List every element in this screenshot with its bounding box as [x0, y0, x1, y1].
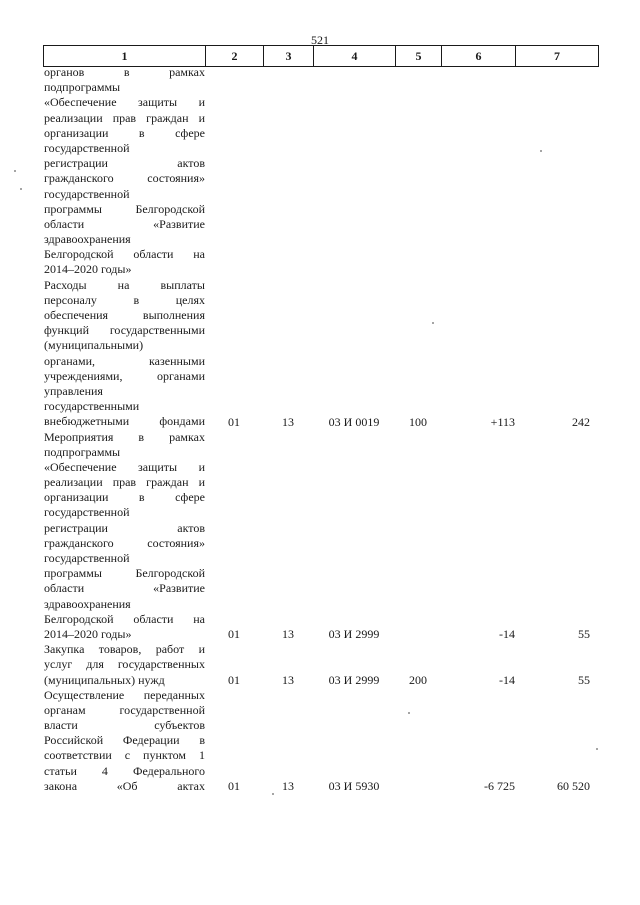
row-3-cell-5: 200 — [409, 673, 427, 687]
description-line — [44, 65, 205, 80]
description-line — [44, 566, 205, 581]
description-word: Мероприятия — [44, 429, 114, 444]
description-word: субъектов — [154, 718, 205, 733]
header-col-4: 4 — [314, 46, 396, 66]
description-word: 1 — [198, 748, 205, 763]
row-4-cell-4: 03 И 5930 — [328, 779, 380, 794]
description-word: с — [124, 748, 131, 763]
description-word: гражданского — [44, 535, 114, 550]
description-word: выплаты — [160, 277, 205, 292]
description-line — [44, 156, 205, 171]
description-word: «Обеспечение — [44, 95, 117, 110]
description-line — [44, 657, 205, 672]
description-word: Федерального — [132, 763, 205, 778]
description-line — [44, 490, 205, 505]
description-word: для — [86, 657, 104, 672]
description-word: годы» — [98, 626, 132, 641]
header-col-1: 1 — [44, 46, 206, 66]
description-word: в — [199, 733, 205, 748]
row-1-cell-3: 13 — [282, 414, 294, 429]
description-word: Белгородской — [44, 611, 114, 626]
description-word: программы — [44, 566, 102, 581]
description-word: функций — [44, 323, 89, 338]
table-header — [43, 45, 599, 67]
row-1-cell-4: 03 И 0019 — [328, 414, 380, 429]
description-line — [44, 369, 205, 384]
description-line — [44, 338, 205, 353]
row-1-cell-5: 100 — [409, 414, 427, 429]
description-word: статьи — [44, 763, 77, 778]
description-word: Осуществление — [44, 687, 125, 702]
header-col-7: 7 — [554, 49, 560, 63]
description-line — [44, 384, 205, 399]
scan-speck — [540, 150, 542, 152]
description-word: государственных — [117, 657, 205, 672]
description-word: органами — [156, 368, 205, 383]
description-word: защиты — [138, 95, 178, 110]
description-word: актов — [177, 520, 205, 535]
row-2-cell-3: 13 — [282, 627, 294, 642]
row-2-cell-4: 03 И 2999 — [328, 627, 380, 642]
description-word: (муниципальных) — [44, 672, 136, 687]
description-line — [44, 414, 205, 429]
row-2-cell-7: 55 — [578, 627, 590, 642]
row-3-cell-7: 55 — [578, 673, 590, 687]
description-word: в — [133, 292, 140, 307]
row-3-cell-3: 13 — [282, 673, 294, 687]
description-word: состояния» — [147, 535, 205, 550]
description-word: прав — [112, 475, 137, 490]
description-word: 2014–2020 — [44, 262, 98, 277]
description-word: казенными — [149, 353, 205, 368]
description-word: на — [117, 277, 130, 292]
description-line — [44, 460, 205, 475]
description-word: (муниципальными) — [44, 338, 144, 353]
description-word: Белгородской — [135, 566, 205, 581]
description-line — [44, 111, 205, 126]
description-word: управления — [44, 383, 103, 398]
description-word: «Обеспечение — [44, 459, 117, 474]
description-word: реализации — [44, 110, 103, 125]
description-line — [44, 445, 205, 460]
row-4-cell-3: 13 — [282, 779, 294, 794]
description-word: рамках — [169, 429, 205, 444]
description-line — [44, 247, 205, 262]
description-word: 4 — [101, 763, 108, 778]
description-word: реализации — [44, 475, 103, 490]
description-line — [44, 232, 205, 247]
row-1-cell-2: 01 — [228, 414, 240, 429]
description-line — [44, 202, 205, 217]
description-word: сфере — [175, 490, 205, 505]
description-line — [44, 581, 205, 596]
description-word: нужд — [135, 672, 165, 687]
description-line — [44, 597, 205, 612]
description-word: на — [193, 611, 205, 626]
description-word: программы — [44, 201, 102, 216]
description-line — [44, 688, 205, 703]
description-word: органов — [44, 65, 85, 79]
description-word: и — [198, 642, 205, 657]
description-word: в — [138, 429, 145, 444]
description-word: прав — [112, 110, 137, 125]
description-word: обеспечения — [44, 308, 109, 322]
description-word: пунктом — [143, 748, 187, 763]
description-word: и — [198, 110, 205, 125]
description-word: товаров, — [98, 642, 142, 657]
row-3-cell-4: 03 И 2999 — [328, 673, 380, 687]
description-word: регистрации — [44, 520, 108, 535]
description-word: защиты — [138, 459, 178, 474]
row-4-cell-5 — [395, 779, 441, 794]
description-word: в — [123, 65, 130, 79]
description-word: услуг — [44, 657, 73, 672]
description-word: Российской — [44, 733, 104, 748]
description-line — [44, 278, 205, 293]
row-4-cell-2: 01 — [228, 779, 240, 794]
description-line — [44, 718, 205, 733]
description-word: государственными — [109, 323, 205, 338]
scan-speck — [272, 793, 274, 795]
row-1-cell-6: +113 — [490, 414, 515, 429]
row-2-cell-5 — [395, 627, 441, 642]
description-word: персоналу — [44, 292, 97, 307]
description-word: годы» — [98, 262, 132, 277]
description-word: органам — [44, 702, 86, 717]
description-word: регистрации — [44, 156, 108, 171]
scan-speck — [408, 712, 410, 714]
description-line — [44, 262, 205, 277]
description-word: подпрограммы — [44, 80, 121, 95]
description-line — [44, 536, 205, 551]
description-line — [44, 703, 205, 718]
row-1-cell-7: 242 — [572, 414, 590, 429]
scan-speck — [432, 322, 434, 324]
description-word: государственной — [44, 505, 130, 520]
description-word: «Развитие — [153, 216, 205, 231]
description-word: и — [198, 95, 205, 110]
description-word: Белгородской — [135, 201, 205, 216]
description-line — [44, 399, 205, 414]
description-word: власти — [44, 718, 78, 733]
description-word: государственной — [44, 140, 130, 155]
description-line — [44, 354, 205, 369]
description-word: сфере — [175, 125, 205, 140]
page-number: 521 — [311, 33, 329, 47]
description-line — [44, 733, 205, 748]
description-word: области — [133, 611, 174, 626]
description-word: организации — [44, 125, 109, 140]
row-3-cell-6: -14 — [499, 673, 515, 687]
scan-speck — [20, 188, 22, 190]
description-word: состояния» — [147, 171, 205, 186]
description-word: актов — [177, 156, 205, 171]
header-col-3: 3 — [264, 46, 314, 66]
description-line — [44, 323, 205, 338]
description-word: подпрограммы — [44, 444, 121, 459]
description-line — [44, 95, 205, 110]
description-word: области — [44, 581, 85, 596]
description-word: государственной — [44, 551, 130, 565]
description-word: «Об — [116, 778, 138, 793]
description-word: государственной — [44, 186, 130, 201]
description-word: граждан — [146, 475, 189, 490]
header-col-5: 5 — [396, 46, 442, 66]
description-line — [44, 430, 205, 445]
description-line — [44, 293, 205, 308]
description-word: учреждениями, — [44, 368, 123, 383]
description-line — [44, 126, 205, 141]
description-word: рамках — [169, 65, 205, 79]
description-word: в — [138, 490, 145, 505]
description-word: 2014–2020 — [44, 626, 98, 641]
description-word: здравоохранения — [44, 232, 131, 247]
description-line — [44, 475, 205, 490]
description-line — [44, 612, 205, 627]
description-word: области — [133, 247, 174, 262]
description-word: в — [138, 125, 145, 140]
description-line — [44, 673, 205, 688]
description-word: государственными — [44, 399, 140, 414]
description-line — [44, 779, 205, 794]
description-word: и — [198, 475, 205, 490]
description-word: органами, — [44, 353, 96, 368]
description-word: переданных — [143, 687, 205, 702]
description-line — [44, 141, 205, 156]
row-3-cell-2: 01 — [228, 673, 240, 687]
description-word: соответствии — [44, 748, 112, 763]
description-word: фондами — [159, 414, 205, 429]
description-word: закона — [44, 778, 78, 793]
description-line — [44, 505, 205, 520]
description-word: и — [198, 459, 205, 474]
description-word: работ — [155, 642, 185, 657]
row-2-cell-6: -14 — [499, 627, 515, 642]
description-line — [44, 764, 205, 779]
row-4-cell-7: 60 520 — [557, 779, 590, 794]
description-line — [44, 187, 205, 202]
description-word: актах — [177, 778, 205, 793]
description-word: гражданского — [44, 171, 114, 186]
description-word: выполнения — [142, 308, 205, 322]
description-word: на — [193, 247, 205, 262]
description-line — [44, 748, 205, 763]
row-2-cell-2: 01 — [228, 627, 240, 642]
row-4-cell-6: -6 725 — [484, 779, 515, 794]
description-column — [44, 65, 205, 794]
header-col-6: 6 — [442, 46, 516, 66]
description-line — [44, 627, 205, 642]
description-word: целях — [175, 292, 205, 307]
description-word: внебюджетными — [44, 414, 130, 429]
description-word: Белгородской — [44, 247, 114, 262]
description-line — [44, 551, 205, 566]
description-word: граждан — [146, 110, 189, 125]
header-col-2: 2 — [206, 46, 264, 66]
description-word: организации — [44, 490, 109, 505]
description-word: области — [44, 216, 85, 231]
description-word: государственной — [119, 702, 205, 717]
scan-speck — [14, 170, 16, 172]
description-line — [44, 217, 205, 232]
description-word: Расходы — [44, 277, 87, 292]
description-line — [44, 521, 205, 536]
description-line — [44, 171, 205, 186]
description-word: Закупка — [44, 642, 85, 657]
scan-speck — [596, 748, 598, 750]
description-word: здравоохранения — [44, 596, 131, 611]
description-line — [44, 642, 205, 657]
description-word: Федерации — [122, 733, 180, 748]
description-word: «Развитие — [153, 581, 205, 596]
description-line — [44, 80, 205, 95]
description-line — [44, 308, 205, 323]
